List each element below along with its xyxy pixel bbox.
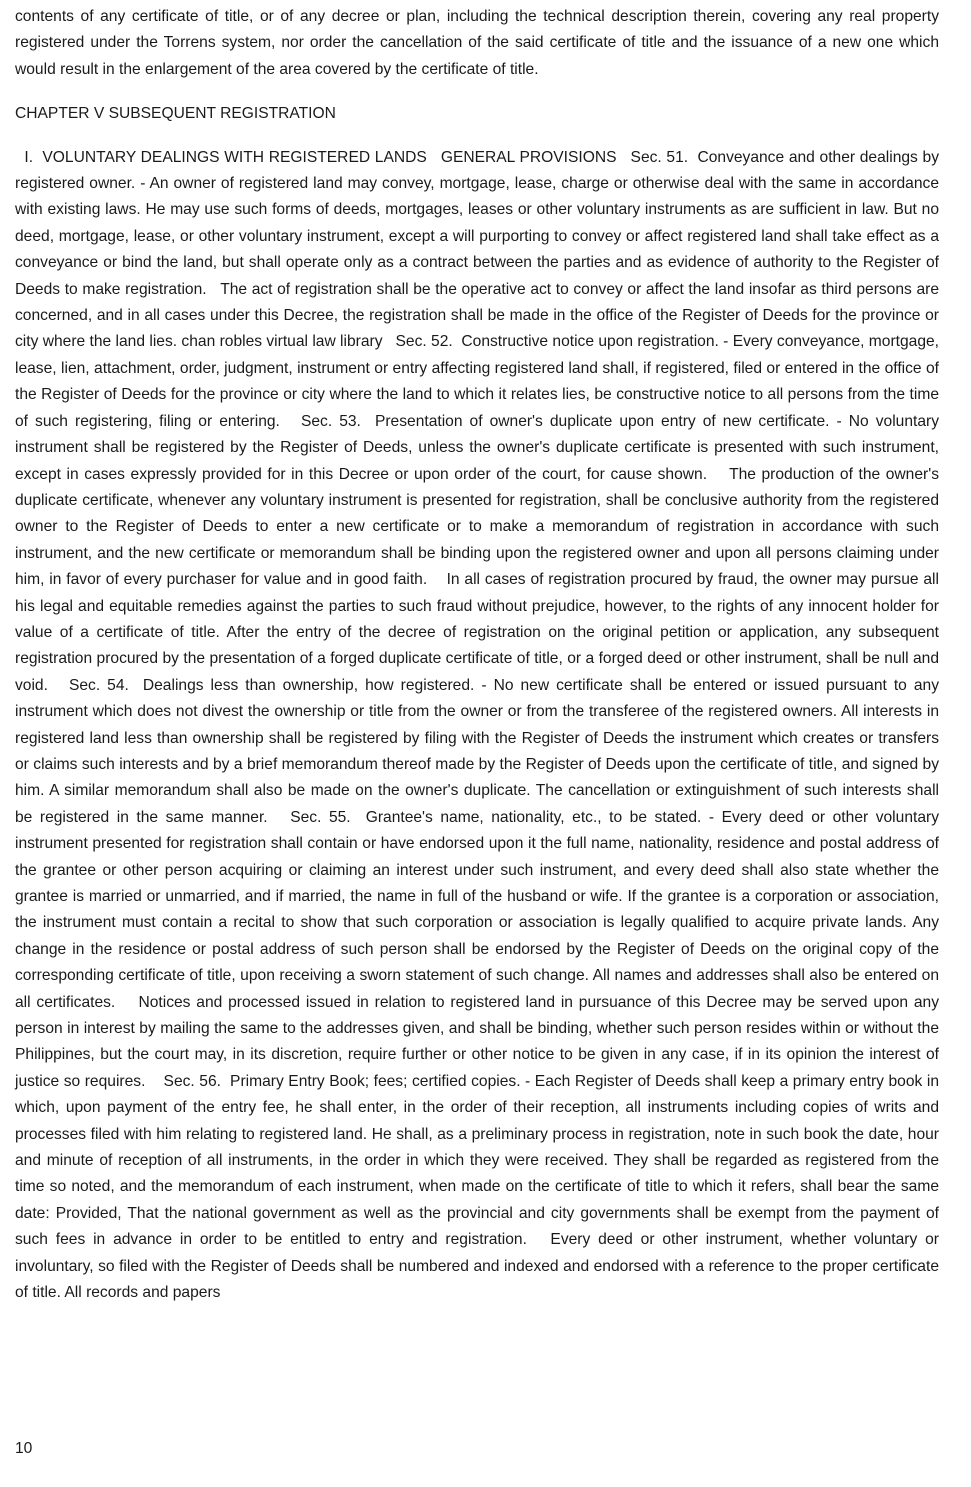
page-number: 10 [15, 1440, 33, 1457]
intro-paragraph: contents of any certificate of title, or of any decree or plan, including the technical description therein, covering any real property registered under the Torrens system, nor order the cancellation of the said certificate of title and the issuance of a new one which would result in the enlargement of the area covered by the certificate of title. [15, 8, 939, 78]
body-paragraph: I. VOLUNTARY DEALINGS WITH REGISTERED LANDS GENERAL PROVISIONS Sec. 51. Conveyance and other dealings by registered owner. - An owner of registered land may convey, mortgage, lease, charge or otherwise deal with the same in accordance with existing laws. He may use such forms of deeds, mortgages, leases or other voluntary instruments as are sufficient in law. But no deed, mortgage, lease, or other voluntary instrument, except a will purporting to convey or affect registered land shall take effect as a conveyance or bind the land, but shall operate only as a contract between the parties and as evidence of authority to the Register of Deeds to make registration. The act of registration shall be the operative act to convey or affect the land insofar as third persons are concerned, and in all cases under this Decree, the registration shall be made in the office of the Register of Deeds for the province or city where the land lies. chan robles virtual law library Sec. 52. Constructive notice upon registration. - Every conveyance, mortgage, lease, lien, attachment, order, judgment, instrument or entry affecting registered land shall, if registered, filed or entered in the office of the Register of Deeds for the province or city where the land to which it relates lies, be constructive notice to all persons from the time of such registering, filing or entering. Sec. 53. Presentation of owner's duplicate upon entry of new certificate. - No voluntary instrument shall be registered by the Register of Deeds, unless the owner's duplicate certificate is presented with such instrument, except in cases expressly provided for in this Decree or upon order of the court, for cause shown. The production of the owner's duplicate certificate, whenever any voluntary instrument is presented for registration, shall be conclusive authority from the registered owner to the Register of Deeds to enter a new certificate or to make a memorandum of registration in accordance with such instrument, and the new certificate or memorandum shall be binding upon the registered owner and upon all persons claiming under him, in favor of every purchaser for value and in good faith. In all cases of registration procured by fraud, the owner may pursue all his legal and equitable remedies against the parties to such fraud without prejudice, however, to the rights of any innocent holder for value of a certificate of title. After the entry of the decree of registration on the original petition or application, any subsequent registration procured by the presentation of a forged duplicate certificate of title, or a forged deed or other instrument, shall be null and void. Sec. 54. Dealings less than ownership, how registered. - No new certificate shall be entered or issued pursuant to any instrument which does not divest the ownership or title from the owner or from the transferee of the registered owners. All interests in registered land less than ownership shall be registered by filing with the Register of Deeds the instrument which creates or transfers or claims such interests and by a brief memorandum thereof made by the Register of Deeds upon the certificate of title, and signed by him. A similar memorandum shall also be made on the owner's duplicate. The cancellation or extinguishment of such interests shall be registered in the same manner. Sec. 55. Grantee's name, nationality, etc., to be stated. - Every deed or other voluntary instrument presented for registration shall contain or have endorsed upon it the full name, nationality, residence and postal address of the grantee or other person acquiring or claiming an interest under such instrument, and every deed shall also state whether the grantee is married or unmarried, and if married, the name in full of the husband or wife. If the grantee is a corporation or association, the instrument must contain a recital to show that such corporation or association is legally qualified to acquire private lands. Any change in the residence or postal address of such person shall be endorsed by the Register of Deeds on the original copy of the corresponding certificate of title, upon receiving a sworn statement of such change. All names and addresses shall also be entered on all certificates. Notices and processed issued in relation to registered land in pursuance of this Decree may be served upon any person in interest by mailing the same to the addresses given, and shall be binding, whether such person resides within or without the Philippines, but the court may, in its discretion, require further or other notice to be given in any case, if in its opinion the interest of justice so requires. Sec. 56. Primary Entry Book; fees; certified copies. - Each Register of Deeds shall keep a primary entry book in which, upon payment of the entry fee, he shall enter, in the order of their reception, all instruments including copies of writs and processes filed with him relating to registered land. He shall, as a preliminary process in registration, note in such book the date, hour and minute of reception of all instruments, in the order in which they were received. They shall be regarded as registered from the time so noted, and the memorandum of each instrument, when made on the certificate of title to which it refers, shall bear the same date: Provided, That the national government as well as the provincial and city governments shall be exempt from the payment of such fees in advance in order to be entitled to entry and registration. Every deed or other instrument, whether voluntary or involuntary, so filed with the Register of Deeds shall be numbered and indexed and endorsed with a reference to the proper certificate of title. All records and papers [15, 148, 944, 1302]
document-page [15, 4, 944, 1307]
chapter-heading: CHAPTER V SUBSEQUENT REGISTRATION [15, 105, 336, 123]
